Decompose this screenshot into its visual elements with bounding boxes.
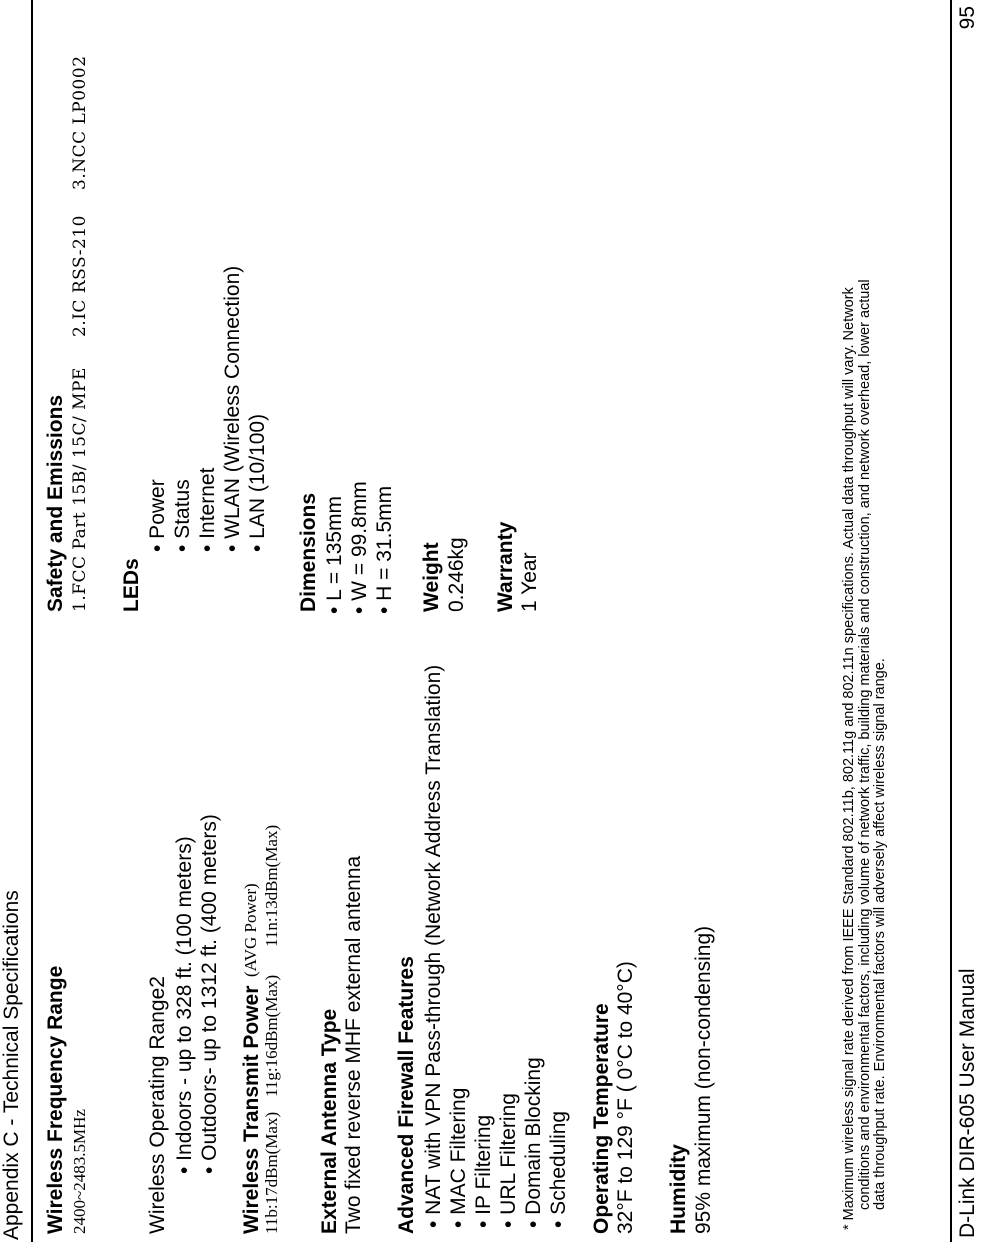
list-item: • LAN (10/100) bbox=[245, 266, 270, 552]
footnote-line: conditions and environmental factors, including volume of network traffic, building materials and construction, and network overhead, lower actual bbox=[856, 279, 873, 1210]
temp-heading: Operating Temperature bbox=[590, 1003, 613, 1234]
power-avg: (AVG Power) bbox=[241, 883, 260, 977]
list-item: • L = 135mm bbox=[322, 481, 347, 614]
weight-heading: Weight bbox=[420, 542, 443, 612]
leds-heading: LEDs bbox=[120, 558, 143, 612]
warranty-heading: Warranty bbox=[494, 521, 517, 612]
freq-value: 2400~2483.5MHz bbox=[70, 1109, 89, 1234]
list-item: • Indoors - up to 328 ft. (100 meters) bbox=[172, 814, 197, 1174]
list-item: • Internet bbox=[195, 266, 220, 552]
header-rule bbox=[31, 0, 33, 1242]
list-item: • Power bbox=[145, 266, 170, 552]
list-item: • MAC Filtering bbox=[446, 665, 471, 1228]
list-item: • W = 99.8mm bbox=[347, 481, 372, 614]
list-item: • Outdoors- up to 1312 ft. (400 meters) bbox=[197, 814, 222, 1174]
warranty-value: 1 Year bbox=[518, 552, 541, 612]
range-list bbox=[172, 814, 222, 1174]
footnote-line: * Maximum wireless signal rate derived from IEEE Standard 802.11b, 802.11g and 802.11n specifications. Actual data throughput will vary. Network bbox=[841, 287, 857, 1230]
antenna-heading: External Antenna Type bbox=[318, 1008, 341, 1234]
dimensions-heading: Dimensions bbox=[297, 492, 320, 612]
safety-ncc: 3.NCC LP0002 bbox=[70, 55, 90, 190]
power-heading: Wireless Transmit Power bbox=[240, 985, 263, 1234]
safety-ic: 2.IC RSS-210 bbox=[70, 215, 90, 337]
power-11n: 11n:13dBm(Max) bbox=[262, 824, 281, 947]
footer-rule bbox=[950, 0, 952, 1242]
antenna-value: Two fixed reverse MHF external antenna bbox=[342, 855, 365, 1234]
temp-value: 32°F to 129 °F ( 0°C to 40°C) bbox=[614, 961, 637, 1234]
list-item: • Status bbox=[170, 266, 195, 552]
list-item: • WLAN (Wireless Connection) bbox=[220, 266, 245, 552]
power-11b: 11b:17dBm(Max) bbox=[262, 1111, 281, 1234]
leds-list bbox=[145, 266, 270, 552]
footer-manual: D-Link DIR-605 User Manual bbox=[956, 968, 979, 1238]
footnote-line: data throughput rate. Environmental factors will adversely affect wireless signal range. bbox=[872, 658, 888, 1210]
dimensions-list bbox=[322, 481, 397, 614]
list-item: • URL Filtering bbox=[496, 665, 521, 1228]
humidity-value: 95% maximum (non-condensing) bbox=[692, 925, 715, 1234]
footnote bbox=[842, 0, 889, 1230]
humidity-heading: Humidity bbox=[667, 1144, 690, 1234]
firewall-list bbox=[421, 665, 571, 1228]
range-heading: Wireless Operating Range2 bbox=[146, 976, 169, 1234]
power-11g: 11g:16dBm(Max) bbox=[262, 974, 281, 1097]
list-item: • IP Filtering bbox=[471, 665, 496, 1228]
section-header: Appendix C - Technical Specifications bbox=[0, 890, 23, 1240]
weight-value: 0.246kg bbox=[445, 537, 468, 612]
safety-fcc: 1.FCC Part 15B/ 15C/ MPE bbox=[70, 367, 90, 612]
list-item: • H = 31.5mm bbox=[372, 481, 397, 614]
page-number: 95 bbox=[956, 6, 979, 30]
freq-heading: Wireless Frequency Range bbox=[44, 965, 67, 1234]
firewall-heading: Advanced Firewall Features bbox=[395, 956, 418, 1234]
list-item: • NAT with VPN Pass-through (Network Address Translation) bbox=[421, 665, 446, 1228]
safety-heading: Safety and Emissions bbox=[44, 394, 67, 612]
list-item: • Domain Blocking bbox=[521, 665, 546, 1228]
list-item: • Scheduling bbox=[546, 665, 571, 1228]
